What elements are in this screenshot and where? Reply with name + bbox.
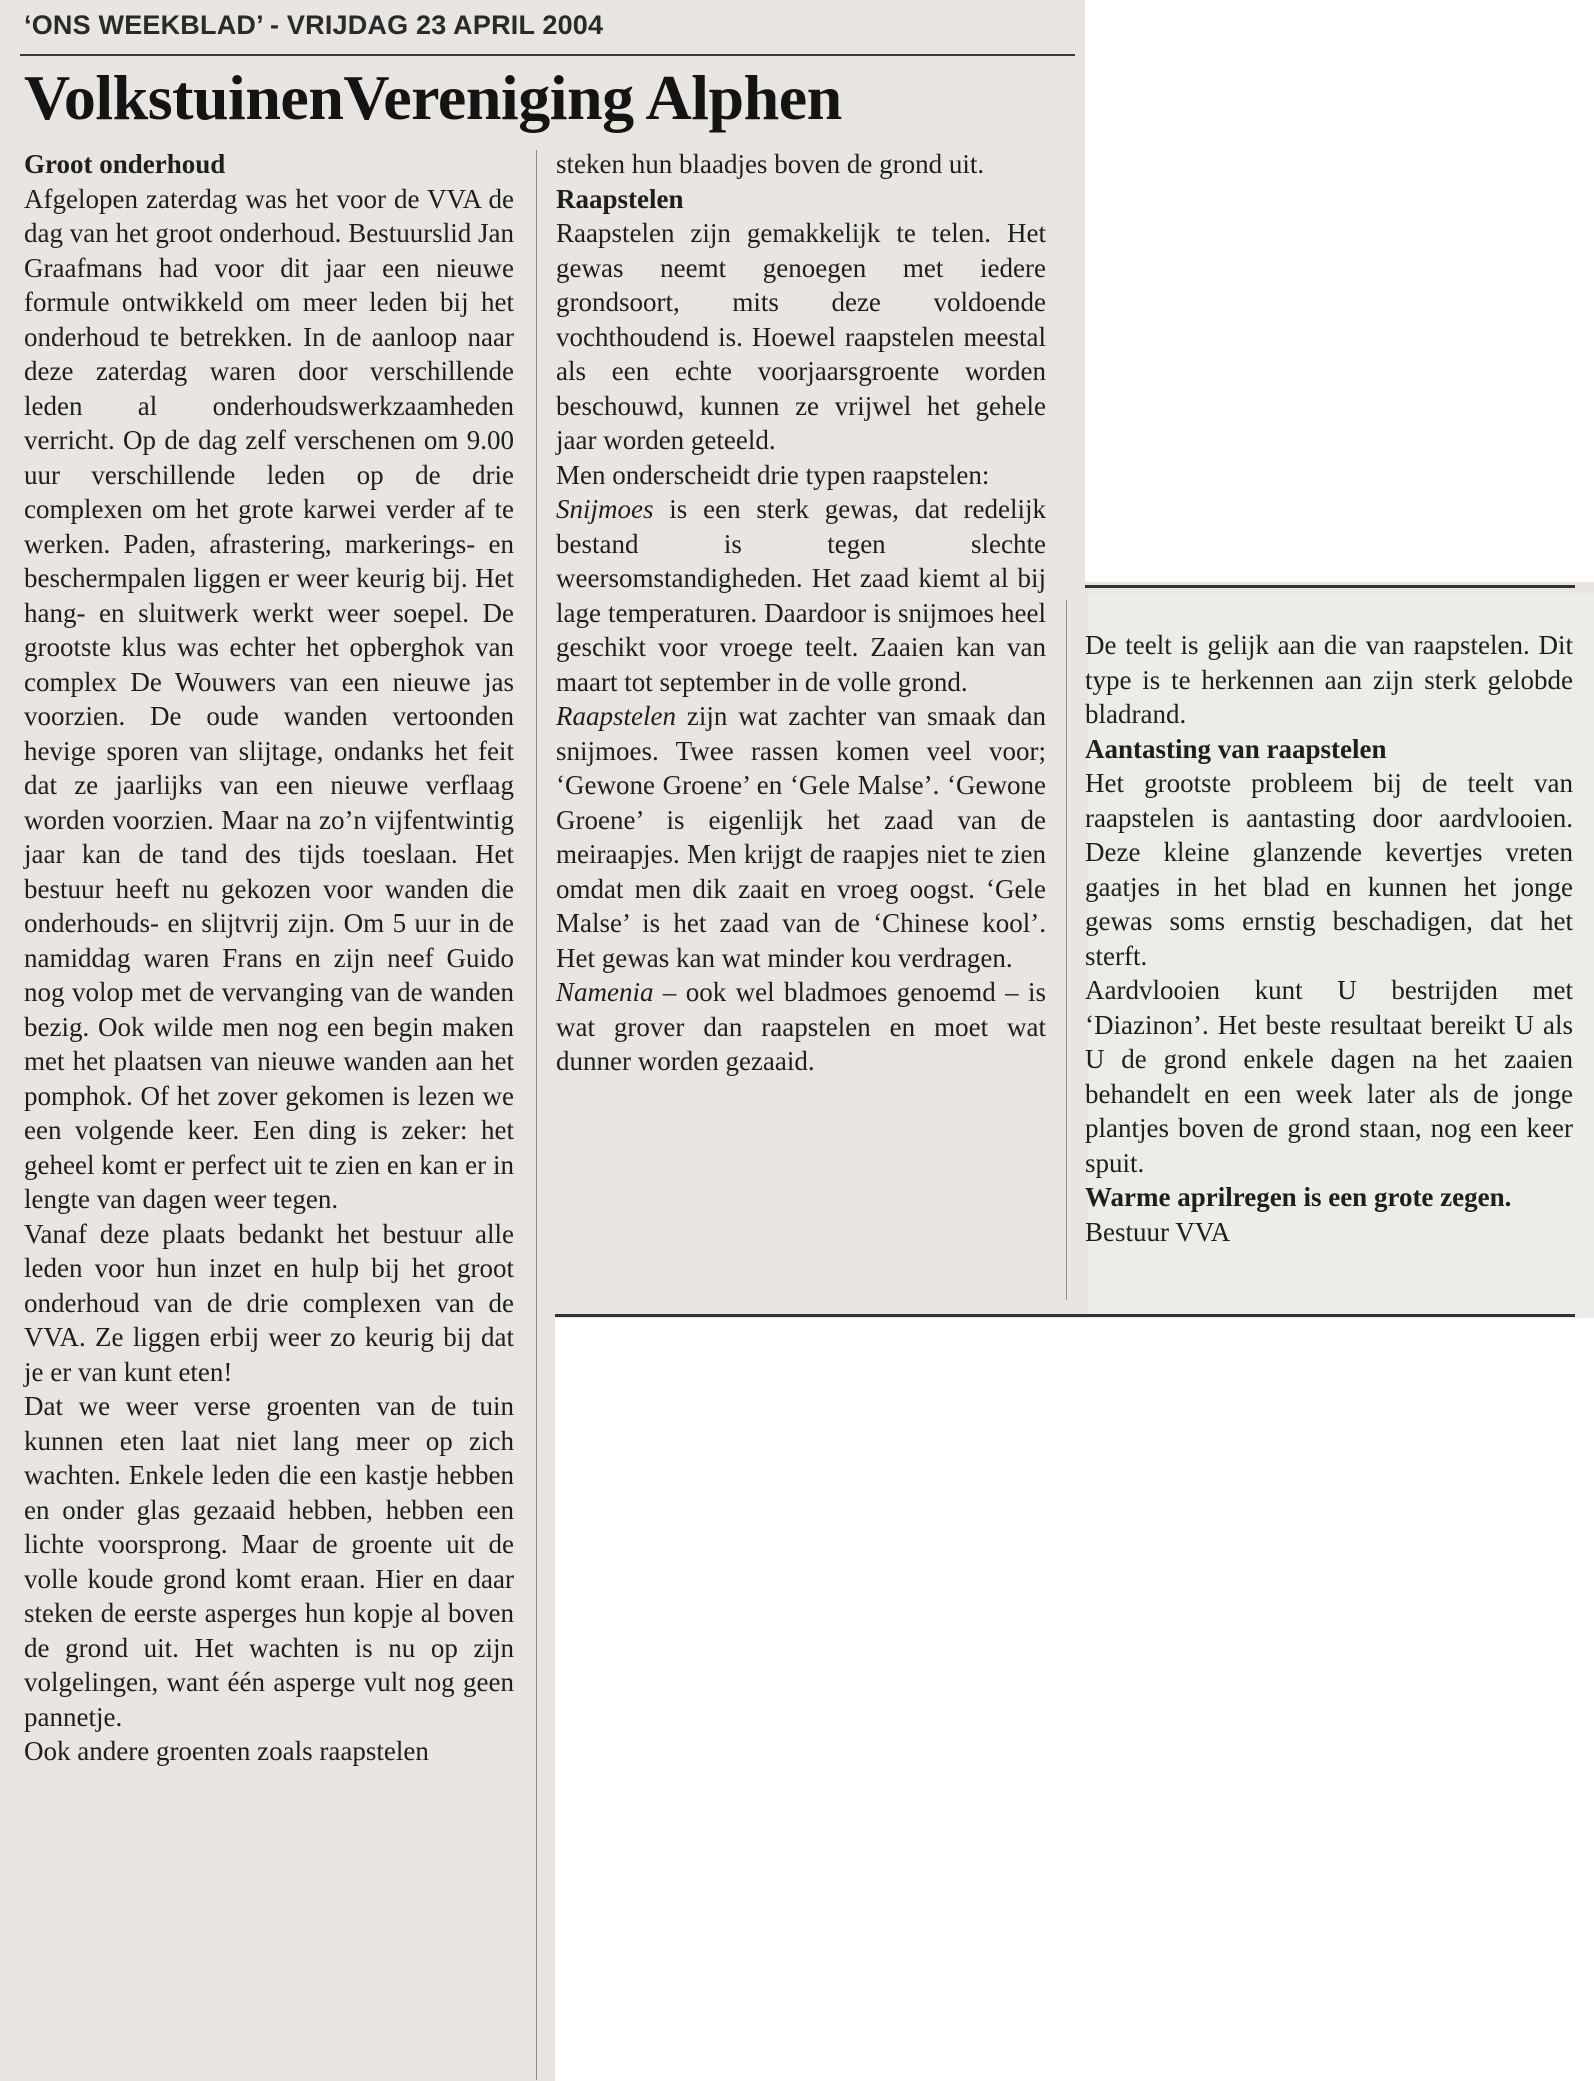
column-3	[1085, 628, 1573, 1249]
column-divider	[536, 150, 537, 2080]
paragraph: Dat we weer verse groenten van de tuin kunnen eten laat niet lang meer op zich wachten. Enkele leden die een kastje hebben en onder glas gezaaid hebben, hebben een lichte voorsprong. Maar de groente uit de volle koude grond komt eraan. Hier en daar steken de eerste asperges hun kopje al boven de grond uit. Het wachten is nu op zijn volgelingen, want één asperge vult nog geen pannetje.	[24, 1391, 514, 1732]
column-2	[556, 147, 1046, 1079]
paragraph: Raapstelen zijn gemakkelijk te telen. Het gewas neemt genoegen met iedere grondsoort, mits deze voldoende vochthoudend is. Hoewel raapstelen meestal als een echte voorjaarsgroente worden beschouwd, kunnen ze vrijwel het gehele jaar worden geteeld.	[556, 218, 1046, 455]
paragraph: Snijmoes is een sterk gewas, dat redelijk bestand is tegen slechte weersomstandigheden. Het zaad kiemt al bij lage temperaturen. Daardoor is snijmoes heel geschikt voor vroege teelt. Zaaien kan van maart tot september in de volle grond.	[556, 494, 1046, 697]
paragraph: Ook andere groenten zoals raapstelen	[24, 1736, 429, 1766]
masthead-rule	[20, 54, 1075, 56]
subheading-raapstelen: Raapstelen	[556, 183, 684, 214]
paragraph: Vanaf deze plaats bedankt het bestuur alle leden voor hun inzet en hulp bij het groot onderhoud van de drie complexen van de VVA. Ze liggen erbij weer zo keurig bij dat je er van kunt eten!	[24, 1218, 514, 1387]
masthead: ‘ONS WEEKBLAD’ - VRIJDAG 23 APRIL 2004	[24, 10, 604, 40]
blank-area-top-right	[1085, 0, 1594, 582]
paragraph: steken hun blaadjes boven de grond uit.	[556, 149, 985, 179]
paragraph: De teelt is gelijk aan die van raapstelen. Dit type is te herkennen aan zijn sterk gelobde bladrand.	[1085, 630, 1573, 729]
subheading-groot-onderhoud: Groot onderhoud	[24, 149, 226, 179]
paragraph: Men onderscheidt drie typen raapstelen:	[556, 459, 990, 490]
italic-term: Namenia	[556, 977, 654, 1007]
paragraph: Afgelopen zaterdag was het voor de VVA de dag van het groot onderhoud. Bestuurslid Jan Graafmans had voor dit jaar een nieuwe formule ontwikkeld om meer leden bij het onderhoud te betrekken. In de aanloop naar deze zaterdag waren door verschillende leden al onderhoudswerkzaamheden verricht. Op de dag zelf verschenen om 9.00 uur verschillende leden op de drie complexen om het grote karwei verder af te werken. Paden, afrastering, markerings- en beschermpalen liggen er weer keurig bij. Het hang- en sluitwerk werkt weer soepel. De grootste klus was echter het opberghok van complex De Wouwers van een nieuwe jas voorzien. De oude wanden vertoonden hevige sporen van slijtage, ondanks het feit dat ze jaarlijks van een nieuwe verflaag worden voorzien. Maar na zo’n vijfentwintig jaar kan de tand des tijds toeslaan. Het bestuur heeft nu gekozen voor wanden die onderhouds- en slijtvrij zijn. Om 5 uur in de namiddag waren Frans en zijn neef Guido nog volop met de vervanging van de wanden bezig. Ook wilde men nog een begin maken met het plaatsen van nieuwe wanden aan het pomphok. Of het zover gekomen is lezen we een volgende keer. Een ding is zeker: het geheel komt er perfect uit te zien en kan er in lengte van dagen weer tegen.	[24, 183, 514, 1214]
paragraph: Namenia – ook wel bladmoes genoemd – is wat grover dan raapstelen en moet wat dunner worden gezaaid.	[556, 977, 1046, 1076]
signature: Bestuur VVA	[1085, 1216, 1231, 1247]
italic-term: Snijmoes	[556, 494, 654, 524]
article-bottom-rule	[555, 1314, 1575, 1317]
column-1	[24, 147, 514, 1769]
blank-area-bottom-right	[555, 1318, 1594, 2081]
subheading-aantasting: Aantasting van raapstelen	[1085, 733, 1387, 764]
closing-line: Warme aprilregen is een grote zegen.	[1085, 1182, 1512, 1212]
paragraph: Aardvlooien kunt U bestrijden met ‘Diazinon’. Het beste resultaat bereikt U als U de grond enkele dagen na het zaaien behandelt en een week later als de jonge plantjes boven de grond staan, nog een keer spuit.	[1085, 975, 1573, 1178]
column-3-top-rule	[1085, 585, 1575, 588]
column-divider	[1066, 600, 1067, 1300]
article-title: VolkstuinenVereniging Alphen	[24, 62, 842, 133]
italic-term: Raapstelen	[556, 701, 676, 731]
paragraph: Raapstelen zijn wat zachter van smaak dan snijmoes. Twee rassen komen veel voor; ‘Gewone Groene’ en ‘Gele Malse’. ‘Gewone Groene’ is eigenlijk het zaad van de meiraapjes. Men krijgt de raapjes niet te zien omdat men dik zaait en vroeg oogst. ‘Gele Malse’ is het zaad van de ‘Chinese kool’. Het gewas kan wat minder kou verdragen.	[556, 701, 1046, 973]
paragraph: Het grootste probleem bij de teelt van raapstelen is aantasting door aardvlooien. Deze kleine glanzende kevertjes vreten gaatjes in het blad en kunnen het jonge gewas soms ernstig beschadigen, dat het sterft.	[1085, 768, 1573, 971]
